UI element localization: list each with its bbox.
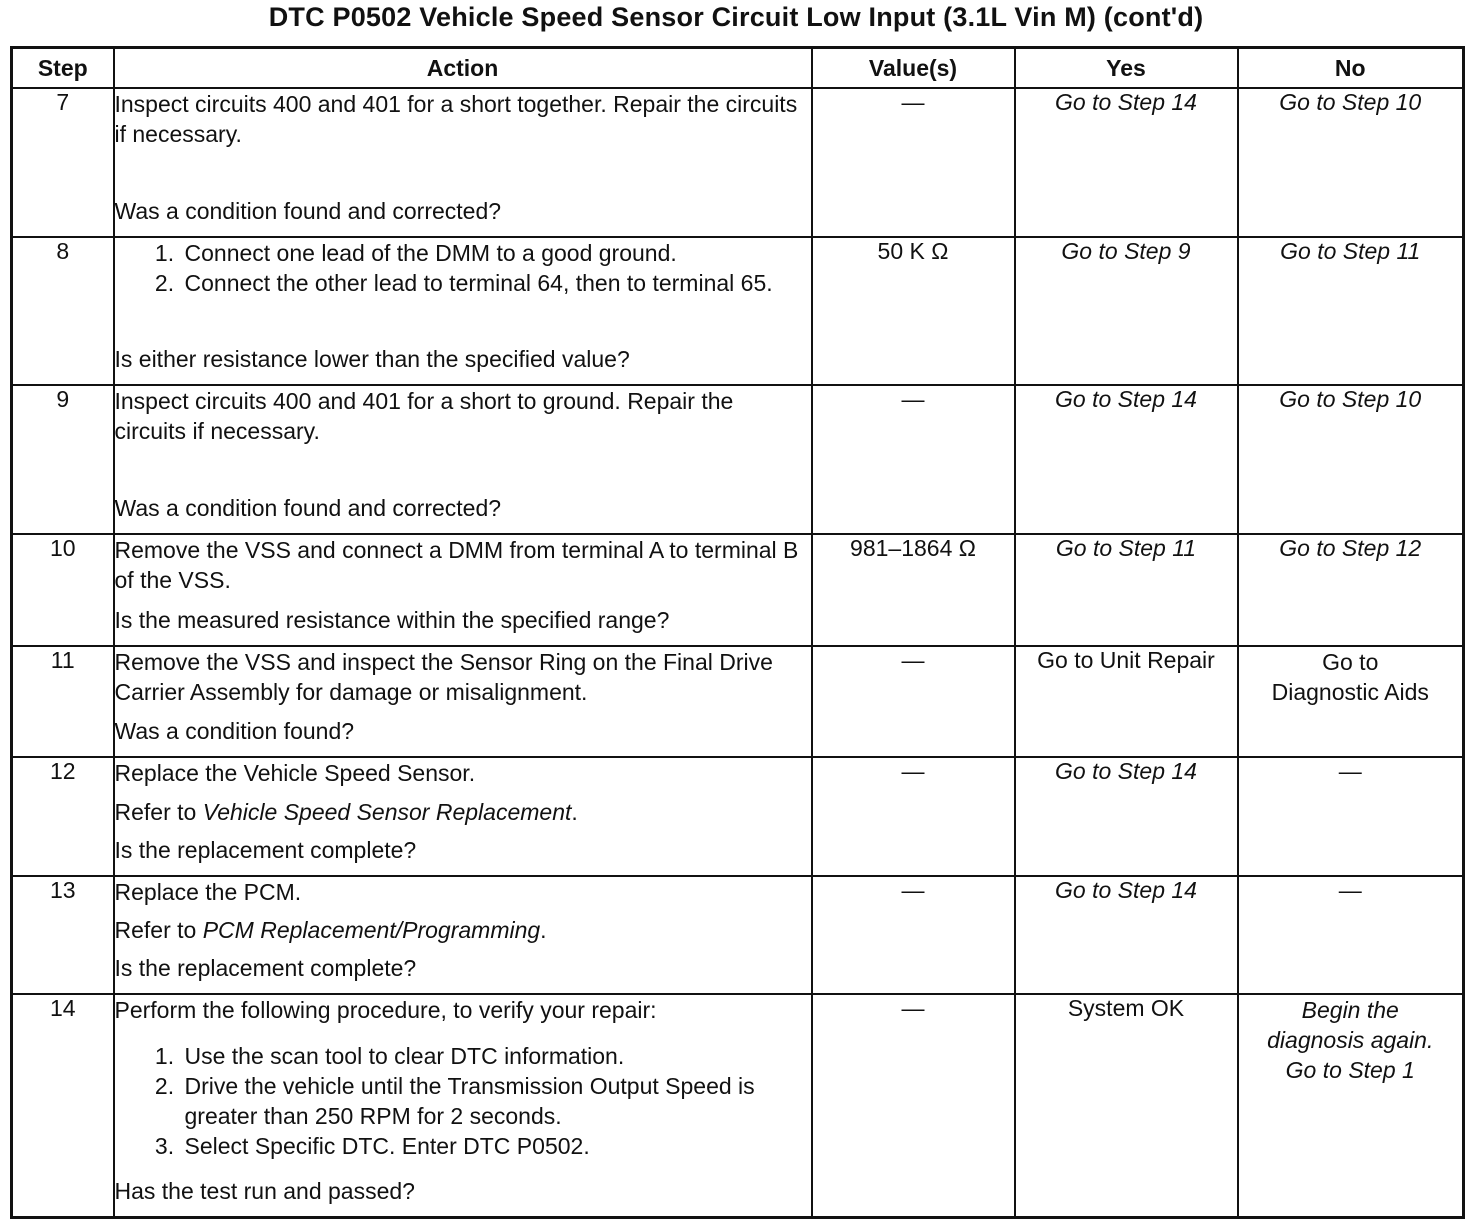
- no-cell: Go to Step 10: [1238, 385, 1464, 534]
- table-row: [12, 646, 1464, 757]
- value-cell: —: [812, 876, 1015, 994]
- table-row: [12, 88, 1464, 237]
- yes-cell: Go to Step 11: [1015, 534, 1238, 646]
- action-cell: [114, 994, 812, 1217]
- action-question: Is either resistance lower than the specified value?: [114, 346, 630, 372]
- yes-cell: Go to Step 14: [1015, 876, 1238, 994]
- action-text: Inspect circuits 400 and 401 for a short to ground. Repair the circuits if necessary.: [114, 388, 734, 444]
- action-question: Has the test run and passed?: [114, 1178, 415, 1204]
- step-number: 14: [12, 994, 114, 1217]
- value-cell: —: [812, 757, 1015, 876]
- refer-prefix: Refer to: [114, 798, 203, 825]
- action-cell: [114, 876, 812, 994]
- yes-cell: Go to Step 14: [1015, 757, 1238, 876]
- list-item: 1. Use the scan tool to clear DTC information.: [181, 1041, 811, 1071]
- value-cell: 981–1864 Ω: [812, 534, 1015, 646]
- header-action: Action: [114, 48, 812, 89]
- table-row: [12, 876, 1464, 994]
- step-number: 13: [12, 876, 114, 994]
- action-cell: [114, 88, 812, 237]
- value-cell: —: [812, 385, 1015, 534]
- action-question: Was a condition found and corrected?: [114, 495, 502, 521]
- table-row: [12, 994, 1464, 1217]
- step-number: 11: [12, 646, 114, 757]
- no-line[interactable]: Go to Step 1: [1285, 1057, 1415, 1083]
- no-cell: —: [1238, 757, 1464, 876]
- refer-suffix: .: [540, 917, 547, 943]
- list-item: 2. Connect the other lead to terminal 64, then to terminal 65.: [181, 268, 811, 298]
- list-item: 1. Connect one lead of the DMM to a good ground.: [181, 238, 811, 268]
- step-number: 12: [12, 757, 114, 876]
- refer-prefix: Refer to: [114, 917, 203, 943]
- value-cell: —: [812, 88, 1015, 237]
- step-number: 7: [12, 88, 114, 237]
- action-steps-list: [115, 238, 811, 298]
- refer-suffix: .: [571, 798, 578, 825]
- diagnostic-table: [10, 46, 1465, 1219]
- action-text: Remove the VSS and inspect the Sensor Ring on the Final Drive Carrier Assembly for damage or misalignment.: [114, 649, 773, 705]
- action-cell: [114, 757, 812, 876]
- refer-link[interactable]: PCM Replacement/Programming: [202, 917, 541, 943]
- no-cell: Go to Step 10: [1238, 88, 1464, 237]
- value-cell: 50 K Ω: [812, 237, 1015, 385]
- action-cell: [114, 385, 812, 534]
- action-cell: [114, 646, 812, 757]
- header-step: Step: [12, 48, 114, 89]
- yes-cell: Go to Step 14: [1015, 385, 1238, 534]
- action-text: Replace the PCM.: [114, 879, 302, 905]
- header-values: Value(s): [812, 48, 1015, 89]
- step-number: 8: [12, 237, 114, 385]
- action-question: Was a condition found?: [114, 718, 355, 744]
- no-line: Diagnostic Aids: [1271, 679, 1429, 705]
- page-title: DTC P0502 Vehicle Speed Sensor Circuit Low Input (3.1L Vin M) (cont'd): [268, 2, 1204, 32]
- no-line: Begin the: [1301, 997, 1399, 1023]
- yes-cell: Go to Unit Repair: [1015, 646, 1238, 757]
- action-text: Remove the VSS and connect a DMM from terminal A to terminal B of the VSS.: [114, 537, 799, 593]
- action-cell: [114, 534, 812, 646]
- no-cell: Go to Step 12: [1238, 534, 1464, 646]
- refer-link[interactable]: Vehicle Speed Sensor Replacement: [202, 798, 572, 825]
- refer-line: [115, 797, 811, 827]
- header-no: No: [1238, 48, 1464, 89]
- no-cell: [1238, 994, 1464, 1217]
- no-line: diagnosis again.: [1267, 1027, 1434, 1053]
- action-question: Is the replacement complete?: [114, 955, 417, 981]
- value-cell: —: [812, 994, 1015, 1217]
- table-row: [12, 237, 1464, 385]
- refer-line: [115, 915, 811, 945]
- no-cell: Go to Step 11: [1238, 237, 1464, 385]
- value-cell: —: [812, 646, 1015, 757]
- action-question: Is the replacement complete?: [114, 837, 417, 863]
- action-cell: [114, 237, 812, 385]
- action-question: Was a condition found and corrected?: [114, 198, 502, 224]
- action-steps-list: [115, 1041, 811, 1161]
- header-row: [12, 48, 1464, 89]
- header-yes: Yes: [1015, 48, 1238, 89]
- yes-cell: Go to Step 14: [1015, 88, 1238, 237]
- list-item: 2. Drive the vehicle until the Transmission Output Speed is greater than 250 RPM for 2 seconds.: [181, 1071, 811, 1131]
- action-text: Inspect circuits 400 and 401 for a short together. Repair the circuits if necessary.: [114, 91, 798, 147]
- action-question: Is the measured resistance within the specified range?: [114, 607, 670, 633]
- no-cell: —: [1238, 876, 1464, 994]
- table-row: [12, 385, 1464, 534]
- list-item: 3. Select Specific DTC. Enter DTC P0502.: [181, 1131, 811, 1161]
- no-line: Go to: [1322, 649, 1379, 675]
- step-number: 9: [12, 385, 114, 534]
- yes-cell: System OK: [1015, 994, 1238, 1217]
- action-text: Perform the following procedure, to verify your repair:: [114, 997, 657, 1023]
- table-row: [12, 534, 1464, 646]
- step-number: 10: [12, 534, 114, 646]
- yes-cell: Go to Step 9: [1015, 237, 1238, 385]
- no-cell: [1238, 646, 1464, 757]
- table-row: [12, 757, 1464, 876]
- action-text: Replace the Vehicle Speed Sensor.: [114, 760, 476, 786]
